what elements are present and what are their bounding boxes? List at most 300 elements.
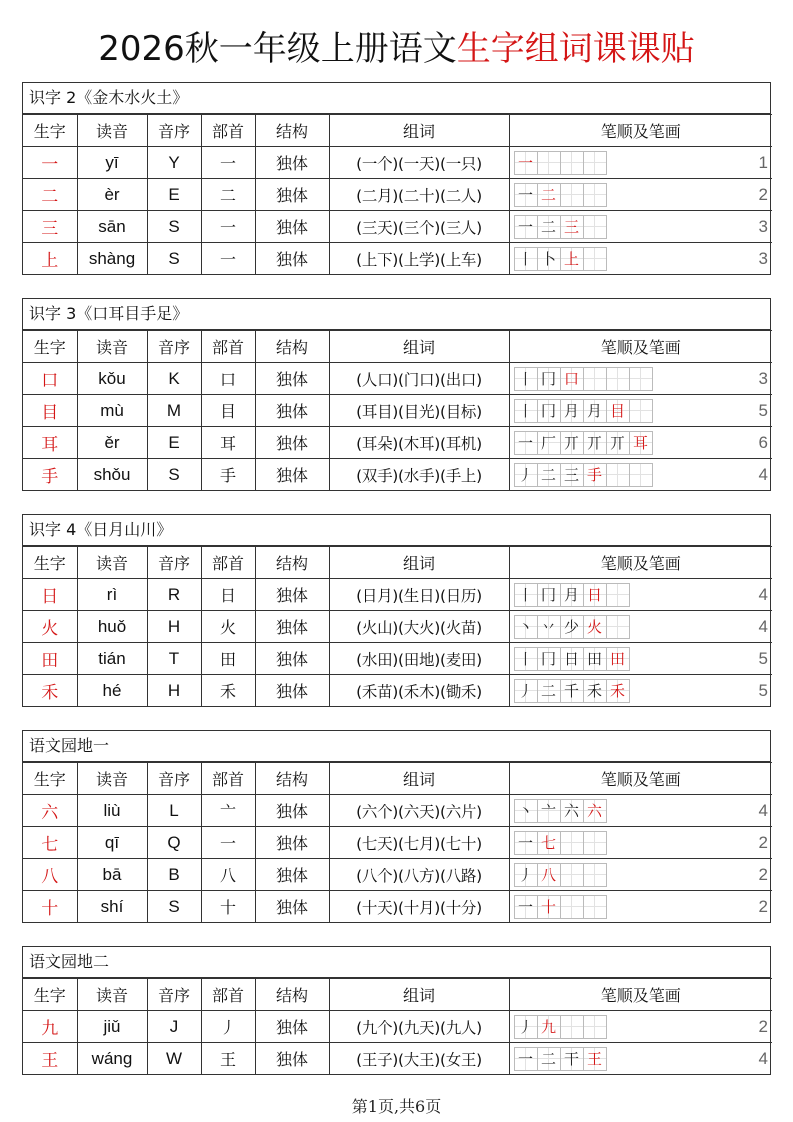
character-cell: 禾 (23, 675, 77, 707)
title-main: 2026秋一年级上册语文 (98, 29, 457, 69)
stroke-box: 六 (583, 799, 607, 823)
stroke-box (560, 895, 584, 919)
stroke-box: 丨 (514, 399, 538, 423)
stroke-box (606, 583, 630, 607)
lesson-section (22, 298, 771, 491)
pinyin-cell: yī (77, 147, 147, 179)
stroke-count: 5 (758, 681, 768, 700)
words-cell: (水田)(田地)(麦田) (329, 643, 509, 675)
radical-cell: 火 (201, 611, 255, 643)
stroke-grid (514, 799, 606, 823)
stroke-box: 一 (514, 151, 538, 175)
radical-cell: 一 (201, 243, 255, 275)
stroke-box: 一 (514, 831, 538, 855)
table-row (23, 243, 772, 275)
stroke-box: 丶 (514, 615, 538, 639)
stroke-box: 月 (583, 399, 607, 423)
stroke-count: 6 (758, 433, 768, 452)
stroke-box (560, 831, 584, 855)
radical-cell: 王 (201, 1043, 255, 1075)
column-header: 笔顺及笔画 (509, 547, 772, 579)
column-header: 结构 (255, 547, 329, 579)
stroke-box (560, 183, 584, 207)
stroke-order-cell (509, 211, 772, 243)
character-table (23, 762, 772, 922)
table-row (23, 459, 772, 491)
character-cell: 田 (23, 643, 77, 675)
column-header: 生字 (23, 115, 77, 147)
table-row (23, 643, 772, 675)
structure-cell: 独体 (255, 1011, 329, 1043)
stroke-box (606, 615, 630, 639)
structure-cell: 独体 (255, 1043, 329, 1075)
initial-cell: S (147, 211, 201, 243)
stroke-box: 一 (514, 1047, 538, 1071)
stroke-box: 三 (560, 463, 584, 487)
table-row (23, 395, 772, 427)
stroke-order-cell (509, 859, 772, 891)
stroke-box: 火 (583, 615, 607, 639)
radical-cell: 田 (201, 643, 255, 675)
column-header: 读音 (77, 331, 147, 363)
initial-cell: E (147, 179, 201, 211)
stroke-box (583, 1015, 607, 1039)
column-header: 读音 (77, 115, 147, 147)
column-header: 组词 (329, 547, 509, 579)
stroke-box (629, 463, 653, 487)
column-header: 组词 (329, 115, 509, 147)
column-header: 组词 (329, 331, 509, 363)
table-row (23, 579, 772, 611)
words-cell: (禾苗)(禾木)(锄禾) (329, 675, 509, 707)
stroke-grid (514, 679, 629, 703)
column-header: 结构 (255, 115, 329, 147)
stroke-grid (514, 399, 652, 423)
stroke-box: 九 (537, 1015, 561, 1039)
stroke-box: 冂 (537, 647, 561, 671)
pinyin-cell: bā (77, 859, 147, 891)
lesson-section (22, 946, 771, 1075)
header-row (23, 547, 772, 579)
character-cell: 二 (23, 179, 77, 211)
column-header: 音序 (147, 547, 201, 579)
column-header: 读音 (77, 979, 147, 1011)
stroke-box: 少 (560, 615, 584, 639)
pinyin-cell: huǒ (77, 611, 147, 643)
column-header: 结构 (255, 979, 329, 1011)
page-footer: 第1页,共6页 (351, 1097, 442, 1116)
column-header: 组词 (329, 763, 509, 795)
stroke-box: 禾 (583, 679, 607, 703)
structure-cell: 独体 (255, 395, 329, 427)
table-row (23, 859, 772, 891)
stroke-box (606, 367, 630, 391)
stroke-box: 二 (537, 215, 561, 239)
section-title: 识字 2《金木水火土》 (23, 83, 770, 114)
stroke-order-cell (509, 795, 772, 827)
structure-cell: 独体 (255, 427, 329, 459)
stroke-box: 冂 (537, 399, 561, 423)
stroke-count: 2 (758, 185, 768, 204)
structure-cell: 独体 (255, 243, 329, 275)
character-cell: 六 (23, 795, 77, 827)
column-header: 部首 (201, 547, 255, 579)
initial-cell: S (147, 891, 201, 923)
column-header: 读音 (77, 763, 147, 795)
radical-cell: 日 (201, 579, 255, 611)
initial-cell: M (147, 395, 201, 427)
character-table (23, 114, 772, 274)
stroke-grid (514, 831, 606, 855)
radical-cell: 一 (201, 147, 255, 179)
section-title: 识字 3《口耳目手足》 (23, 299, 770, 330)
character-cell: 王 (23, 1043, 77, 1075)
stroke-box: 禾 (606, 679, 630, 703)
column-header: 生字 (23, 763, 77, 795)
stroke-box: 千 (560, 679, 584, 703)
pinyin-cell: kǒu (77, 363, 147, 395)
structure-cell: 独体 (255, 891, 329, 923)
stroke-order-cell (509, 675, 772, 707)
stroke-box (606, 463, 630, 487)
character-cell: 目 (23, 395, 77, 427)
structure-cell: 独体 (255, 795, 329, 827)
stroke-box (629, 399, 653, 423)
column-header: 音序 (147, 115, 201, 147)
stroke-count: 4 (758, 585, 768, 604)
words-cell: (八个)(八方)(八路) (329, 859, 509, 891)
pinyin-cell: qī (77, 827, 147, 859)
stroke-grid (514, 615, 629, 639)
initial-cell: K (147, 363, 201, 395)
stroke-box (583, 831, 607, 855)
stroke-grid (514, 895, 606, 919)
radical-cell: 目 (201, 395, 255, 427)
column-header: 结构 (255, 331, 329, 363)
pinyin-cell: hé (77, 675, 147, 707)
words-cell: (六个)(六天)(六片) (329, 795, 509, 827)
stroke-box: 田 (583, 647, 607, 671)
stroke-count: 2 (758, 865, 768, 884)
initial-cell: W (147, 1043, 201, 1075)
table-row (23, 891, 772, 923)
structure-cell: 独体 (255, 579, 329, 611)
initial-cell: L (147, 795, 201, 827)
character-cell: 上 (23, 243, 77, 275)
initial-cell: B (147, 859, 201, 891)
initial-cell: H (147, 675, 201, 707)
table-row (23, 147, 772, 179)
column-header: 生字 (23, 547, 77, 579)
stroke-order-cell (509, 363, 772, 395)
stroke-count: 1 (758, 153, 768, 172)
character-cell: 十 (23, 891, 77, 923)
radical-cell: 丿 (201, 1011, 255, 1043)
stroke-grid (514, 463, 652, 487)
column-header: 笔顺及笔画 (509, 331, 772, 363)
stroke-box (629, 367, 653, 391)
initial-cell: Y (147, 147, 201, 179)
stroke-box (560, 863, 584, 887)
stroke-order-cell (509, 179, 772, 211)
title-highlight: 生字组词课课贴 (456, 29, 695, 69)
table-row (23, 675, 772, 707)
radical-cell: 亠 (201, 795, 255, 827)
words-cell: (三天)(三个)(三人) (329, 211, 509, 243)
structure-cell: 独体 (255, 147, 329, 179)
header-row (23, 763, 772, 795)
column-header: 生字 (23, 331, 77, 363)
stroke-box: 月 (560, 583, 584, 607)
section-title: 语文园地二 (23, 947, 770, 978)
stroke-box: 卜 (537, 247, 561, 271)
page-title (0, 26, 793, 72)
stroke-grid (514, 647, 629, 671)
stroke-box: 十 (537, 895, 561, 919)
radical-cell: 十 (201, 891, 255, 923)
words-cell: (十天)(十月)(十分) (329, 891, 509, 923)
column-header: 笔顺及笔画 (509, 763, 772, 795)
stroke-box: 月 (560, 399, 584, 423)
stroke-box: 手 (583, 463, 607, 487)
stroke-box (560, 151, 584, 175)
pinyin-cell: shí (77, 891, 147, 923)
radical-cell: 一 (201, 211, 255, 243)
pinyin-cell: jiǔ (77, 1011, 147, 1043)
table-row (23, 827, 772, 859)
stroke-box: 丶 (514, 799, 538, 823)
stroke-order-cell (509, 643, 772, 675)
column-header: 音序 (147, 979, 201, 1011)
character-cell: 口 (23, 363, 77, 395)
pinyin-cell: liù (77, 795, 147, 827)
stroke-grid (514, 151, 606, 175)
stroke-grid (514, 367, 652, 391)
structure-cell: 独体 (255, 643, 329, 675)
words-cell: (耳目)(目光)(目标) (329, 395, 509, 427)
structure-cell: 独体 (255, 859, 329, 891)
character-table (23, 330, 772, 490)
radical-cell: 一 (201, 827, 255, 859)
stroke-order-cell (509, 147, 772, 179)
character-cell: 日 (23, 579, 77, 611)
stroke-order-cell (509, 611, 772, 643)
radical-cell: 八 (201, 859, 255, 891)
structure-cell: 独体 (255, 363, 329, 395)
stroke-count: 4 (758, 617, 768, 636)
stroke-box: 丌 (583, 431, 607, 455)
radical-cell: 口 (201, 363, 255, 395)
stroke-count: 2 (758, 1017, 768, 1036)
column-header: 部首 (201, 115, 255, 147)
stroke-box: 丨 (514, 647, 538, 671)
stroke-box: 丌 (560, 431, 584, 455)
structure-cell: 独体 (255, 827, 329, 859)
pinyin-cell: wáng (77, 1043, 147, 1075)
stroke-count: 3 (758, 217, 768, 236)
character-cell: 三 (23, 211, 77, 243)
stroke-grid (514, 1015, 606, 1039)
column-header: 笔顺及笔画 (509, 979, 772, 1011)
column-header: 读音 (77, 547, 147, 579)
structure-cell: 独体 (255, 611, 329, 643)
stroke-box: 冂 (537, 367, 561, 391)
stroke-box: 丿 (514, 679, 538, 703)
header-row (23, 115, 772, 147)
pinyin-cell: tián (77, 643, 147, 675)
stroke-box: 三 (560, 215, 584, 239)
radical-cell: 禾 (201, 675, 255, 707)
stroke-grid (514, 583, 629, 607)
stroke-box: 丌 (606, 431, 630, 455)
stroke-count: 3 (758, 369, 768, 388)
structure-cell: 独体 (255, 179, 329, 211)
stroke-box: 一 (514, 431, 538, 455)
initial-cell: R (147, 579, 201, 611)
table-row (23, 1011, 772, 1043)
radical-cell: 手 (201, 459, 255, 491)
character-cell: 八 (23, 859, 77, 891)
stroke-box: 二 (537, 1047, 561, 1071)
lesson-section (22, 514, 771, 707)
stroke-box (537, 151, 561, 175)
stroke-box: 日 (560, 647, 584, 671)
stroke-box: 田 (606, 647, 630, 671)
stroke-box (583, 367, 607, 391)
radical-cell: 耳 (201, 427, 255, 459)
stroke-count: 2 (758, 897, 768, 916)
stroke-box (583, 215, 607, 239)
stroke-box: 口 (560, 367, 584, 391)
stroke-box: 丿 (514, 463, 538, 487)
stroke-grid (514, 863, 606, 887)
stroke-box (583, 151, 607, 175)
pinyin-cell: mù (77, 395, 147, 427)
stroke-box: 耳 (629, 431, 653, 455)
character-table (23, 978, 772, 1074)
lesson-section (22, 82, 771, 275)
column-header: 组词 (329, 979, 509, 1011)
stroke-box: 一 (514, 215, 538, 239)
stroke-count: 5 (758, 649, 768, 668)
radical-cell: 二 (201, 179, 255, 211)
pinyin-cell: ěr (77, 427, 147, 459)
words-cell: (火山)(大火)(火苗) (329, 611, 509, 643)
initial-cell: Q (147, 827, 201, 859)
stroke-box (583, 895, 607, 919)
words-cell: (一个)(一天)(一只) (329, 147, 509, 179)
stroke-grid (514, 431, 652, 455)
stroke-box: 一 (514, 895, 538, 919)
stroke-box: 厂 (537, 431, 561, 455)
table-row (23, 179, 772, 211)
stroke-order-cell (509, 1011, 772, 1043)
structure-cell: 独体 (255, 675, 329, 707)
pinyin-cell: èr (77, 179, 147, 211)
stroke-box: 冂 (537, 583, 561, 607)
stroke-box: 丿 (514, 1015, 538, 1039)
table-row (23, 795, 772, 827)
section-title: 语文园地一 (23, 731, 770, 762)
stroke-order-cell (509, 891, 772, 923)
initial-cell: H (147, 611, 201, 643)
stroke-box: 二 (537, 183, 561, 207)
stroke-box (583, 863, 607, 887)
stroke-order-cell (509, 579, 772, 611)
stroke-order-cell (509, 395, 772, 427)
words-cell: (人口)(门口)(出口) (329, 363, 509, 395)
stroke-box (583, 183, 607, 207)
character-cell: 耳 (23, 427, 77, 459)
column-header: 音序 (147, 331, 201, 363)
stroke-order-cell (509, 459, 772, 491)
stroke-box: 二 (537, 679, 561, 703)
column-header: 部首 (201, 979, 255, 1011)
stroke-box (583, 247, 607, 271)
stroke-order-cell (509, 827, 772, 859)
stroke-order-cell (509, 1043, 772, 1075)
table-row (23, 427, 772, 459)
initial-cell: S (147, 459, 201, 491)
stroke-box: 一 (514, 183, 538, 207)
character-cell: 手 (23, 459, 77, 491)
table-row (23, 211, 772, 243)
table-row (23, 611, 772, 643)
table-row (23, 363, 772, 395)
stroke-box: 干 (560, 1047, 584, 1071)
words-cell: (王子)(大王)(女王) (329, 1043, 509, 1075)
header-row (23, 331, 772, 363)
character-cell: 火 (23, 611, 77, 643)
stroke-count: 4 (758, 465, 768, 484)
stroke-box: 二 (537, 463, 561, 487)
stroke-grid (514, 183, 606, 207)
stroke-grid (514, 1047, 606, 1071)
pinyin-cell: rì (77, 579, 147, 611)
column-header: 结构 (255, 763, 329, 795)
column-header: 笔顺及笔画 (509, 115, 772, 147)
structure-cell: 独体 (255, 211, 329, 243)
stroke-box: 亠 (537, 799, 561, 823)
pinyin-cell: sān (77, 211, 147, 243)
words-cell: (双手)(水手)(手上) (329, 459, 509, 491)
column-header: 部首 (201, 763, 255, 795)
table-row (23, 1043, 772, 1075)
structure-cell: 独体 (255, 459, 329, 491)
stroke-count: 2 (758, 833, 768, 852)
stroke-box: 丨 (514, 247, 538, 271)
stroke-grid (514, 215, 606, 239)
character-cell: 七 (23, 827, 77, 859)
section-title: 识字 4《日月山川》 (23, 515, 770, 546)
stroke-box: 目 (606, 399, 630, 423)
character-cell: 九 (23, 1011, 77, 1043)
stroke-box: 上 (560, 247, 584, 271)
initial-cell: S (147, 243, 201, 275)
pinyin-cell: shàng (77, 243, 147, 275)
character-table (23, 546, 772, 706)
words-cell: (七天)(七月)(七十) (329, 827, 509, 859)
stroke-box: 丨 (514, 367, 538, 391)
stroke-grid (514, 247, 606, 271)
stroke-box: 八 (537, 863, 561, 887)
stroke-count: 5 (758, 401, 768, 420)
initial-cell: E (147, 427, 201, 459)
stroke-box: 日 (583, 583, 607, 607)
pinyin-cell: shǒu (77, 459, 147, 491)
lesson-section (22, 730, 771, 923)
initial-cell: J (147, 1011, 201, 1043)
